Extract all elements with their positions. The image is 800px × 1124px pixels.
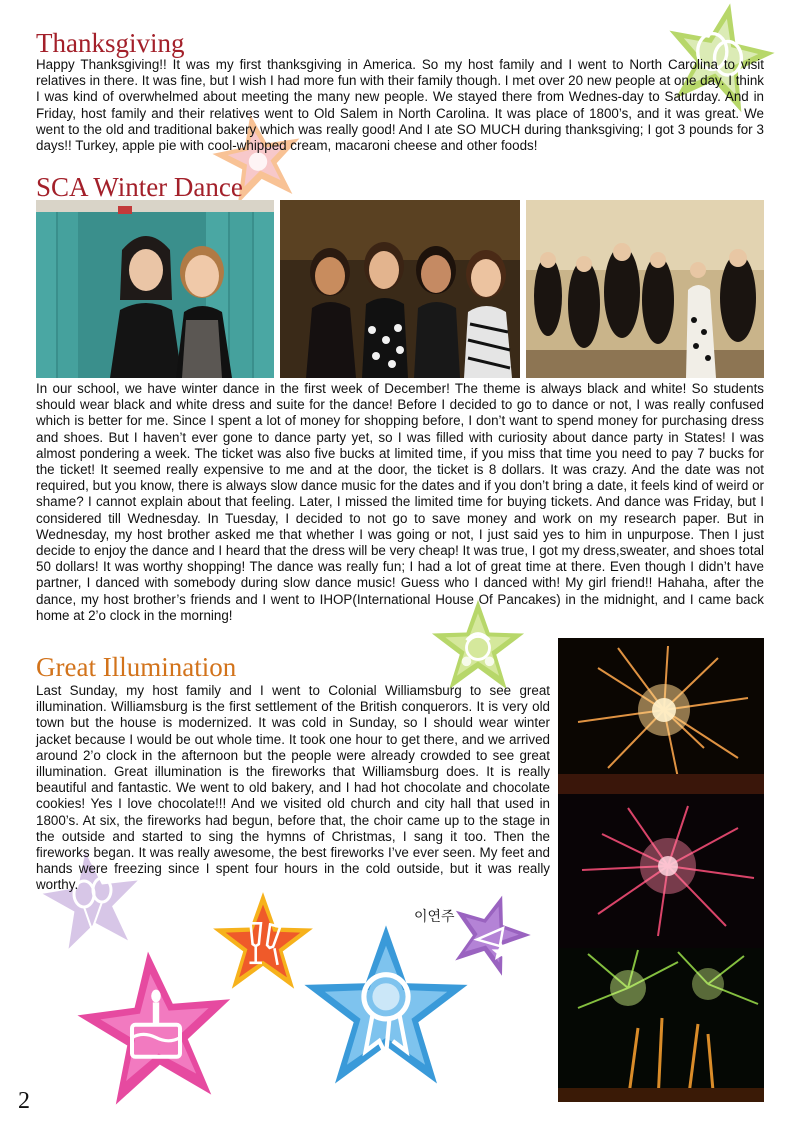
photo-dance-floor <box>526 200 764 378</box>
author-signature: 이연주 <box>414 909 455 925</box>
thanksgiving-body: Happy Thanksgiving!! It was my first thanksgiving in America. So my host family and I went to North Carolina to visit relatives in there. It was fine, but I wish I had more fun with their family though. I met over 20 new people at one day. I think I was kind of overwhelmed about meeting the many new people. We stayed there from Wednes-day to Saturday. And in Friday, host family and their relatives went to Old Salem in North Carolina. It was place of 1800’s, and it was great. We went to the old and traditional bakery which was really good! And I ate SO MUCH during thanksgiving; I got 3 pounds for 3 days!! Turkey, apple pie with cool-whipped cream, macaroni cheese and other foods! <box>36 57 764 154</box>
page-number: 2 <box>18 1088 30 1114</box>
winter-dance-body: In our school, we have winter dance in the first week of December! The theme is always black and white! So students should wear black and white dress and suite for the dance! Before I decided to go to dance or not, I was really confused which is better for me. Since I spent a lot of money for shopping before, I don’t want to spend money for purchasing dress and shoes. But I haven’t ever gone to dance party yet, so I was filled with curiosity about dance party in States! I was almost pondering a week. The ticket was also five bucks at limited time, if you miss that time you need to pay 7 bucks for the ticket! It seemed really expensive to me and at the door, the ticket is 8 dollars. It was crazy. And the date was not required, but you know, there is always slow dance music for the dates and if you don’t bring a date, it feels kind of weird or shame? I cannot explain about that feeling. Later, I missed the limited time for buying tickets. And dance was Friday, but I considered till Wednesday. In Tuesday, I decided to not go to save money and work on my research paper. But in Wednesday, my host brother asked me that whether I was going or not, I just said yes to him in unpurpose. Then I just decide to enjoy the dance and I heard that the dress will be very cheap! It was true, I got my dress,sweater, and shoes total 50 dollars! It was worthy shopping! The dance was really fun; I had a lot of great time at there. Even though I didn’t have partner, I danced with somebody during slow dance music! Guess who I danced with! My girl friend!! Hahaha, after the dance, my host brother’s friends and I went to IHOP(International House Of Pancakes) in the midnight, and I came back home at 2’o clock in the morning! <box>36 381 764 623</box>
winter-dance-title: SCA Winter Dance <box>36 172 243 202</box>
photo-two-girls-lockers <box>36 200 274 378</box>
thanksgiving-title: Thanksgiving <box>36 28 185 58</box>
photo-fireworks-pink <box>558 794 764 948</box>
photo-four-girls <box>280 200 520 378</box>
illumination-title: Great Illumination <box>36 652 237 682</box>
birthday-cake-star-icon <box>72 948 240 1108</box>
photo-fireworks-orange <box>558 638 764 794</box>
illumination-body: Last Sunday, my host family and I went to Colonial Williamsburg to see great illumination. Williamsburg is the first settlement of the British conquerors. It is very old town but the house is modernized. It was cold in Sunday, so I should wear winter jacket because I would be out whole time. It took one hour to get there, and we arrived around 2’o clock in the afternoon but the people were already crowded to see great illumination. Great illumination is the fireworks that Williamsburg does. It is really beautiful and fantastic. We went to old bakery, and I had hot chocolate and chocolate cookies! Yes I love chocolate!!! And we visited old church and city hall that used in 1800’s. At six, the fireworks had begun, before that, the choir came up to the stage in the outside and started to sing the hymns of Christmas, I sang it too. Then the fireworks began. It was really awesome, the best fireworks I’ve ever seen. My feet and hands were freezing since I spent four hours in the cold outside, but it was really worthy. <box>36 683 550 893</box>
award-ribbon-star-icon <box>298 922 474 1092</box>
photo-fireworks-green <box>558 948 764 1102</box>
